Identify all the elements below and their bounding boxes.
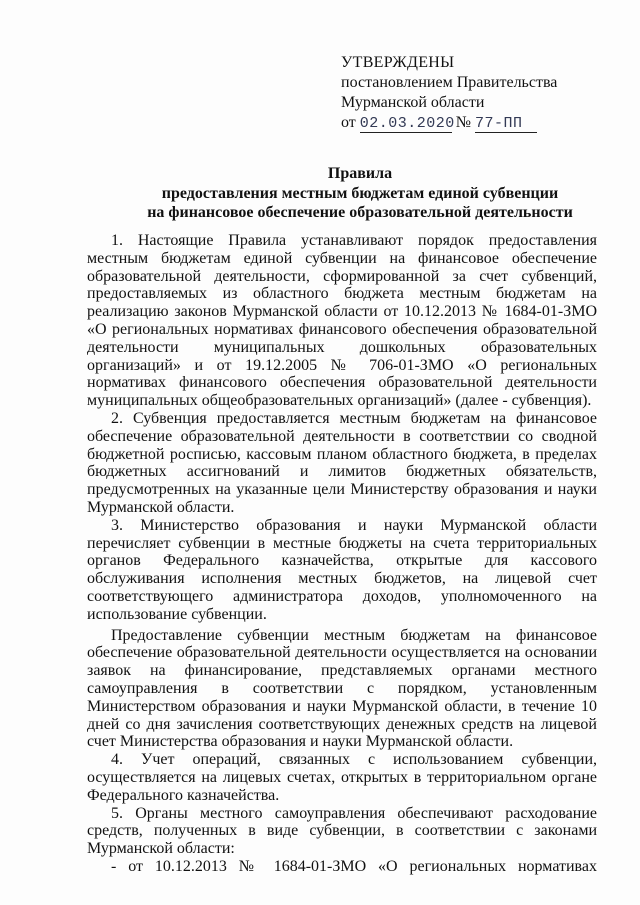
approval-number: 77-ПП (475, 115, 523, 132)
paragraph-3: 3. Министерство образования и науки Мурманской области перечисляет субвенции в местные бюджеты на счета территориальных органов Федерального казначейства, открытые для кассового обслуживания исполнения местных бюджетов, на лицевой счет соответствующего администратора доходов, уполномоченного на использование субвенции. (87, 516, 597, 623)
title-line-3: на финансовое обеспечение образовательной деятельности (147, 204, 573, 221)
approval-date-field (359, 115, 455, 133)
title-line-1: Правила (327, 165, 393, 182)
approval-number-field (475, 115, 537, 133)
approval-stamp (341, 53, 591, 133)
from-label: от (341, 114, 356, 131)
paragraph-3-continued: Предоставление субвенции местным бюджетам на финансовое обеспечение образовательной деятельности осуществляется на основании заявок на финансирование, представляемых органами местного самоуправления в соответствии с порядком, установленным Министерством образования и науки Мурманской области, в течение 10 дней со дня зачисления соответствующих денежных средств на лицевой счет Министерства образования и науки Мурманской области. (87, 626, 597, 751)
approval-date: 02.03.2020 (359, 115, 455, 132)
approval-line-1: постановлением Правительства (341, 74, 558, 91)
paragraph-5-list-item: - от 10.12.2013 № 1684-01-ЗМО «О региональных нормативах (111, 857, 597, 875)
paragraph-2: 2. Субвенция предоставляется местным бюджетам на финансовое обеспечение образовательной деятельности в соответствии со сводной бюджетной росписью, кассовым планом областного бюджета, в пределах бюджетных ассигнований и лимитов бюджетных обязательств, предусмотренных на указанные цели Министерству образования и науки Мурманской области. (87, 409, 597, 516)
document-body (87, 232, 597, 876)
document-title (90, 164, 630, 223)
approved-heading: УТВЕРЖДЕНЫ (341, 54, 455, 71)
number-label: № (455, 114, 472, 131)
paragraph-4: 4. Учет операций, связанных с использованием субвенции, осуществляется на лицевых счетах, открытых в территориальном органе Федерального казначейства. (87, 751, 597, 804)
paragraph-5: 5. Органы местного самоуправления обеспечивают расходование средств, полученных в виде субвенции, в соответствии с законами Мурманской области: (87, 804, 597, 858)
paragraph-1: 1. Настоящие Правила устанавливают порядок предоставления местным бюджетам единой субвенции на финансовое обеспечение образовательной деятельности, сформированной за счет субвенций, предоставляемых из областного бюджета местным бюджетам на реализацию законов Мурманской области от 10.12.2013 № 1684-01-ЗМО «О региональных нормативах финансового обеспечения образовательной деятельности муниципальных дошкольных образовательных организаций» и от 19.12.2005 № 706-01-ЗМО «О региональных нормативах финансового обеспечения образовательной деятельности муниципальных общеобразовательных организаций» (далее - субвенция). (87, 232, 597, 410)
approval-date-line (341, 113, 591, 133)
approval-line-2: Мурманской области (341, 94, 485, 111)
title-line-2: предоставления местным бюджетам единой субвенции (161, 184, 559, 202)
